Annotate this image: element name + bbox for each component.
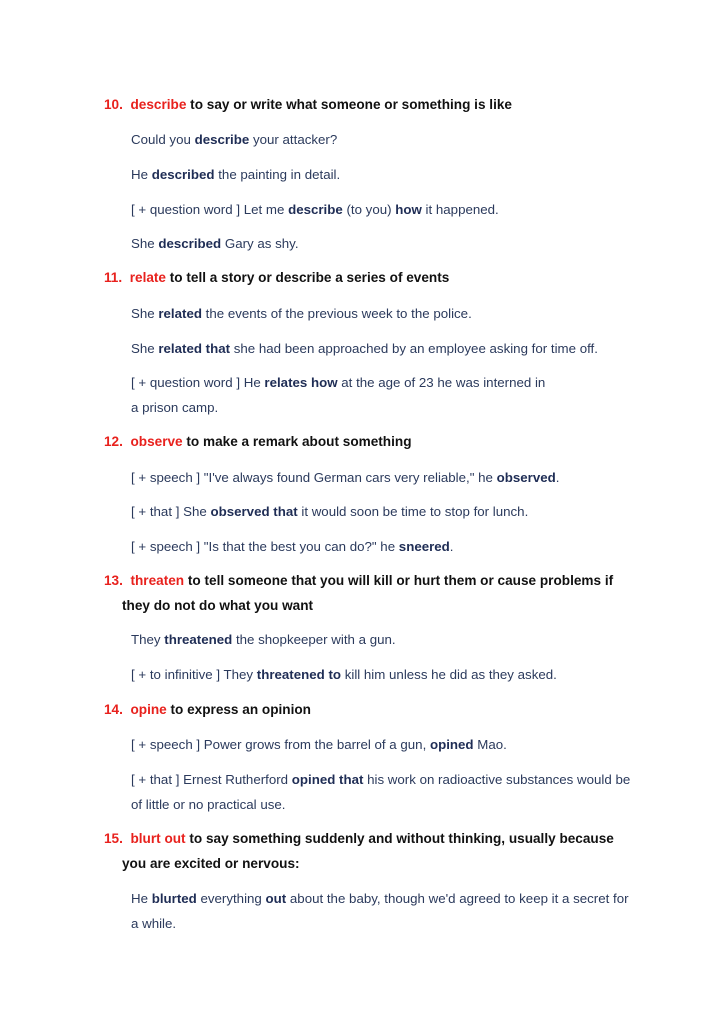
example-keyword: opined that [291,772,364,787]
example-text: [ + that ] She [131,504,211,519]
example-text: . [449,539,454,554]
entry-definition: to say or write what someone or something is like [186,97,512,112]
entry-definition-continued: they do not do what you want [122,598,314,613]
example-keyword: opined [429,737,474,752]
example-sentence [131,235,299,253]
example-text: his work on radioactive substances would be [363,772,631,787]
example-text: [ + speech ] "Is that the best you can do?" he [131,539,399,554]
example-text: a while. [131,916,177,931]
example-text: everything [196,891,266,906]
example-sentence [131,796,285,814]
example-keyword: describe [194,132,250,147]
entry-definition: to say something suddenly and without thinking, usually because [185,831,614,846]
example-keyword: described [158,236,222,251]
example-text: (to you) [342,202,396,217]
example-text: she had been approached by an employee asking for time off. [230,341,598,356]
example-text: kill him unless he did as they asked. [341,667,557,682]
example-sentence [131,131,337,149]
example-text: it happened. [421,202,499,217]
example-text: She [131,341,159,356]
example-text: He [131,891,152,906]
example-keyword: observed that [210,504,298,519]
example-keyword: threatened to [256,667,342,682]
example-text: [ + question word ] He [131,375,265,390]
entry-definition: to make a remark about something [182,434,412,449]
entry-definition: to tell someone that you will kill or hurt them or cause problems if [184,573,614,588]
example-keyword: sneered [398,539,450,554]
example-sentence [131,374,545,392]
example-text: Could you [131,132,195,147]
entry-number: 12. [104,434,123,449]
example-sentence [131,666,557,684]
entry-word: threaten [130,573,185,588]
entry-word: blurt out [130,831,186,846]
entry-word: opine [130,702,167,717]
example-text: Gary as shy. [221,236,299,251]
example-text: . [555,470,560,485]
example-text: [ + question word ] Let me [131,202,289,217]
example-keyword: blurted [151,891,197,906]
example-text: [ + speech ] "I've always found German cars very reliable," he [131,470,497,485]
example-keyword: related that [158,341,231,356]
entry-number: 10. [104,97,123,112]
entry-heading [104,830,614,848]
example-sentence [131,469,559,487]
example-text: about the baby, though we'd agreed to keep it a secret for [286,891,629,906]
example-keyword: out [265,891,287,906]
entry-word: relate [129,270,166,285]
example-text: the events of the previous week to the police. [201,306,472,321]
example-keyword: threatened [164,632,233,647]
example-text: the painting in detail. [214,167,341,182]
entry-definition: to tell a story or describe a series of events [166,270,450,285]
example-text: [ + that ] Ernest Rutherford [131,772,292,787]
example-text: the shopkeeper with a gun. [232,632,396,647]
example-sentence [131,201,499,219]
example-text: [ + to infinitive ] They [131,667,257,682]
example-keyword: relates how [264,375,338,390]
example-sentence [131,503,528,521]
example-keyword: related [158,306,202,321]
entry-definition: to express an opinion [166,702,311,717]
example-keyword: how [395,202,422,217]
example-text: [ + speech ] Power grows from the barrel of a gun, [131,737,430,752]
entry-number: 14. [104,702,123,717]
example-sentence [131,166,340,184]
example-keyword: described [151,167,215,182]
entry-word: describe [130,97,187,112]
example-keyword: observed [496,470,556,485]
entry-word: observe [130,434,183,449]
example-text: it would soon be time to stop for lunch. [297,504,529,519]
example-text: They [131,632,165,647]
example-sentence [131,771,630,789]
entry-number: 15. [104,831,123,846]
example-sentence [131,399,218,417]
example-text: She [131,306,159,321]
entry-heading [104,572,613,590]
example-text: at the age of 23 he was interned in [337,375,546,390]
example-text: She [131,236,159,251]
entry-definition-continued: you are excited or nervous: [122,856,300,871]
entry-heading [104,269,449,287]
example-sentence [131,340,598,358]
example-text: your attacker? [249,132,338,147]
example-text: Mao. [473,737,507,752]
example-sentence [131,890,629,908]
entry-heading [104,96,512,114]
example-sentence [131,305,472,323]
example-text: of little or no practical use. [131,797,286,812]
entry-heading [104,701,311,719]
entry-number: 11. [104,270,123,285]
example-sentence [131,538,454,556]
example-sentence [131,631,396,649]
entry-number: 13. [104,573,123,588]
example-sentence [131,915,176,933]
example-text: a prison camp. [131,400,219,415]
entry-heading [104,433,412,451]
example-text: He [131,167,152,182]
example-keyword: describe [288,202,343,217]
example-sentence [131,736,507,754]
